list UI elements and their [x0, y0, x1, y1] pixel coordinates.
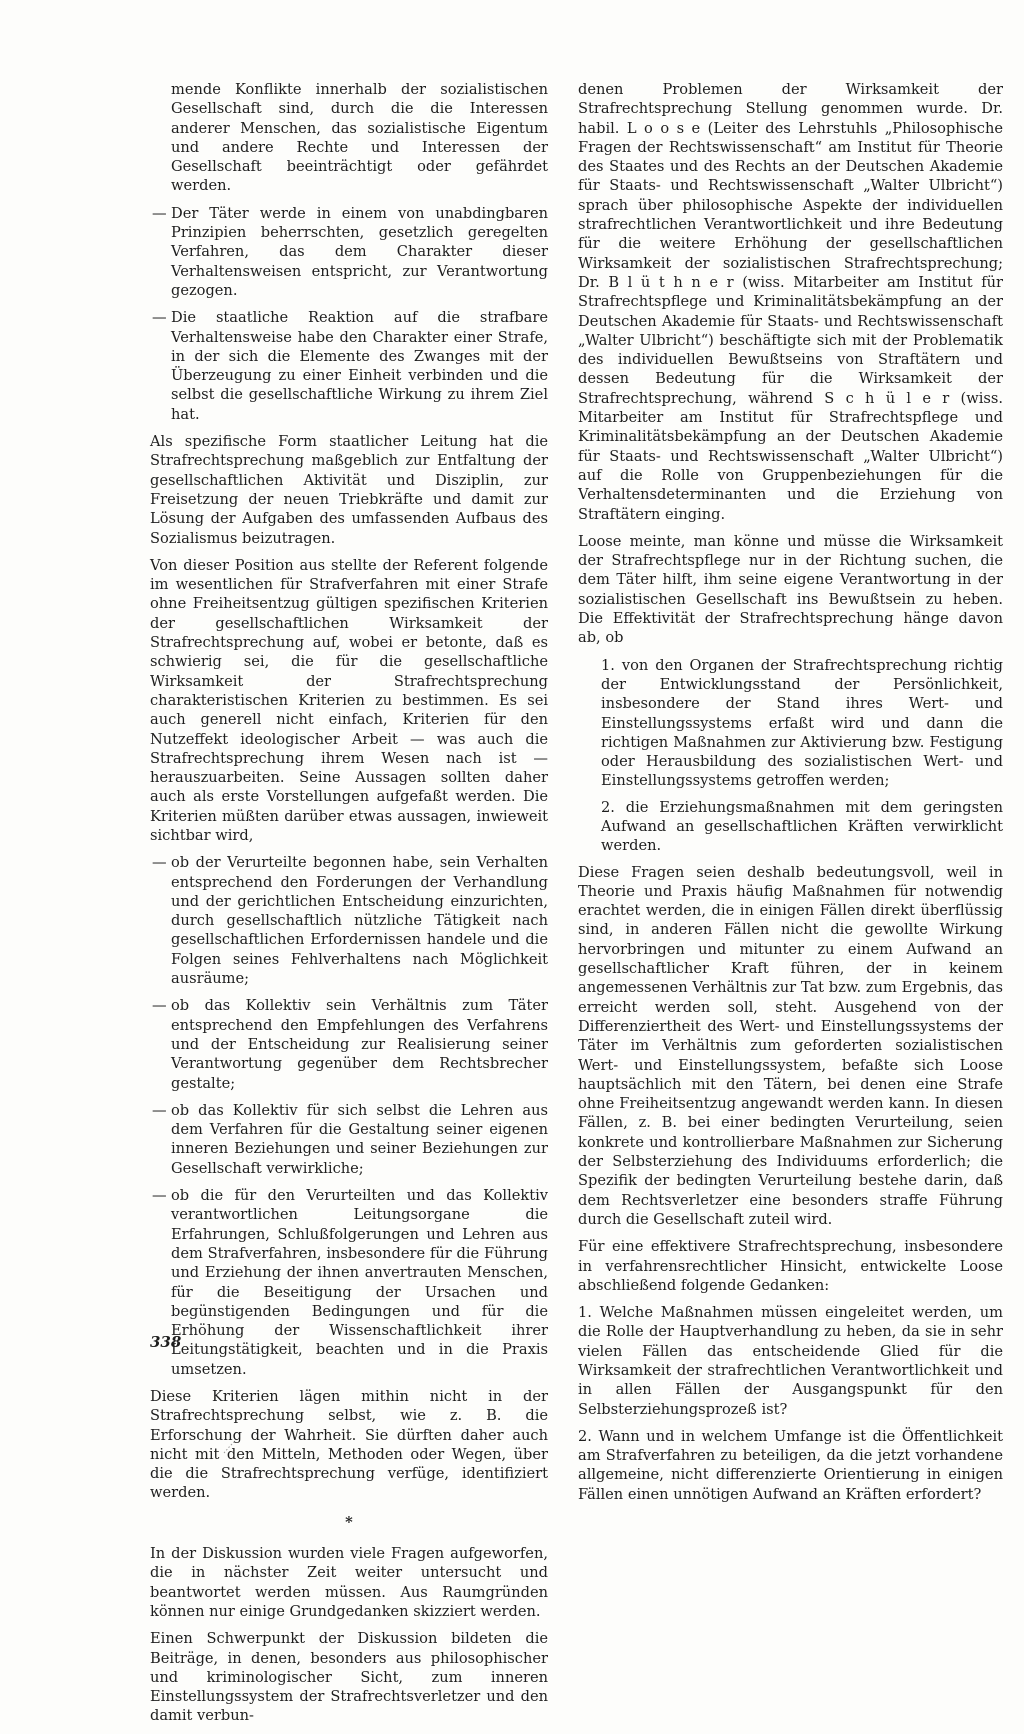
question-item: 2. Wann und in welchem Umfange ist die Öffentlichkeit am Strafverfahren zu beteiligen, da die jetzt vorhandene allgemeine, nicht differenzierte Orientierung in einigen Fällen einen unnötigen Aufwand an Kräften erfordert? — [578, 1427, 1003, 1503]
paragraph: Diese Kriterien lägen mithin nicht in der Strafrechtsprechung selbst, wie z. B. die Erforschung der Wahrheit. Sie dürften daher auch nicht mit den Mitteln, Methoden oder Wegen, über die die Strafrechtsprechung verfüge, identifiziert werden. — [150, 1388, 548, 1502]
list-item-text: ob der Verurteilte begonnen habe, sein Verhalten entsprechend den Forderungen der Verhandlung und der gerichtlichen Entscheidung einzurichten, durch gesellschaftlich nützliche Tätigkeit nach gesellschaftlichen Erfordernissen handele und die Folgen seines Fehlverhaltens nach Möglichkeit ausräume; — [171, 854, 548, 988]
paragraph: Von dieser Position aus stellte der Referent folgende im wesentlichen für Strafverfahren mit einer Strafe ohne Freiheitsentzug gültigen spezifischen Kriterien der gesellschaftlichen Wirksamkeit der Strafrechtsprechung auf, wobei er betonte, daß es schwierig sei, die für die gesellschaftliche Wirksamkeit der Strafrechtsprechung charakteristischen Kriterien zu bestimmen. Es sei auch generell nicht einfach, Kriterien für den Nutzeffekt ideologischer Arbeit — was auch die Strafrechtsprechung ihrem Wesen nach ist — herauszuarbeiten. Seine Aussagen sollten daher auch als erste Vorstellungen aufgefaßt werden. Die Kriterien müßten darüber etwas aussagen, inwieweit sichtbar wird, — [150, 556, 548, 844]
paragraph: Diese Fragen seien deshalb bedeutungsvoll, weil in Theorie und Praxis häufig Maßnahmen für notwendig erachtet werden, die in einigen Fällen direkt überflüssig sind, in anderen Fällen nicht die gewollte Wirkung hervorbringen und mitunter zu einem Aufwand an gesellschaftlicher Kraft führen, der in keinem angemessenen Verhältnis zur Tat bzw. zum Ergebnis, das erreicht werden soll, steht. Ausgehend von der Differenziertheit des Wert- und Einstellungssystems der Täter im Verhältnis zum geforderten sozialistischen Wert- und Einstellungssystem, befaßte sich Loose hauptsächlich mit den Tätern, bei denen eine Strafe ohne Freiheitsentzug angewandt werden kann. In diesen Fällen, z. B. bei einer bedingten Verurteilung, seien konkrete und kontrollierbare Maßnahmen zur Sicherung der Selbsterziehung des Individuums erforderlich; die Spezifik der bedingten Verurteilung bestehe darin, daß dem Rechtsverletzer eine besonders straffe Führung durch die Gesellschaft zuteil wird. — [578, 863, 1003, 1228]
list-item-text: ob das Kollektiv sein Verhältnis zum Täter entsprechend den Empfehlungen des Verfahrens und der Entscheidung zur Realisierung seiner Verantwortung gegenüber dem Rechtsbrecher gestalte; — [171, 997, 548, 1092]
list-item — [150, 1186, 548, 1379]
dash-bullet: — — [152, 1101, 167, 1119]
section-separator: * — [345, 1513, 353, 1531]
list-item-text: Der Täter werde in einem von unabdingbaren Prinzipien beherrschten, gesetzlich geregelten Verfahren, das dem Charakter dieser Verhaltensweisen entspricht, zur Verantwortung gezogen. — [171, 204, 548, 299]
numbered-item: 2. die Erziehungsmaßnahmen mit dem geringsten Aufwand an gesellschaftlichen Kräften verwirklicht werden. — [601, 798, 1003, 855]
left-column — [150, 80, 548, 1734]
question-item: 1. Welche Maßnahmen müssen eingeleitet werden, um die Rolle der Hauptverhandlung zu heben, da sie in sehr vielen Fällen das entscheidende Glied für die Wirksamkeit der strafrechtlichen Verantwortlichkeit und in allen Fällen der Ausgangspunkt für den Selbsterziehungsprozeß ist? — [578, 1304, 1003, 1418]
paragraph: In der Diskussion wurden viele Fragen aufgeworfen, die in nächster Zeit weiter untersucht und beantwortet werden müssen. Aus Raumgründen können nur einige Grundgedanken skizziert werden. — [150, 1545, 548, 1620]
right-column — [578, 80, 1003, 1512]
list-item-text: Die staatliche Reaktion auf die strafbare Verhaltensweise habe den Charakter einer Strafe, in der sich die Elemente des Zwanges mit der Überzeugung zu einer Einheit verbinden und die selbst die gesellschaftliche Wirkung zu ihrem Ziel hat. — [171, 309, 548, 423]
list-item-text: ob das Kollektiv für sich selbst die Lehren aus dem Verfahren für die Gestaltung seiner eigenen inneren Beziehungen und seiner Beziehungen zur Gesellschaft verwirkliche; — [171, 1101, 548, 1177]
paragraph: Als spezifische Form staatlicher Leitung hat die Strafrechtsprechung maßgeblich zur Entfaltung der gesellschaftlichen Aktivität und Disziplin, zur Freisetzung der neuen Triebkräfte und damit zur Lösung der Aufgaben des umfassenden Aufbaus des Sozialismus beizutragen. — [150, 433, 548, 547]
list-item — [150, 308, 548, 424]
dash-bullet: — — [152, 204, 167, 222]
list-item — [150, 853, 548, 988]
paragraph: mende Konflikte innerhalb der sozialistischen Gesellschaft sind, durch die die Interessen anderer Menschen, das sozialistische Eigentum und andere Rechte und Interessen der Gesellschaft beeinträchtigt oder gefährdet werden. — [171, 81, 548, 195]
paragraph: denen Problemen der Wirksamkeit der Strafrechtsprechung Stellung genommen wurde. Dr. habil. L o o s e (Leiter des Lehrstuhls „Philosophische Fragen der Rechtswissenschaft“ am Institut für Theorie des Staates und des Rechts an der Deutschen Akademie für Staats- und Rechtswissenschaft „Walter Ulbricht“) sprach über philosophische Aspekte der individuellen strafrechtlichen Verantwortlichkeit und ihre Bedeutung für die weitere Erhöhung der gesellschaftlichen Wirksamkeit der sozialistischen Strafrechtsprechung; Dr. B l ü t h n e r (wiss. Mitarbeiter am Institut für Strafrechtspflege und Kriminalitätsbekämpfung an der Deutschen Akademie für Staats- und Rechtswissenschaft „Walter Ulbricht“) beschäftigte sich mit der Problematik des individuellen Bewußtseins von Straftätern und dessen Bedeutung für die Wirksamkeit der Strafrechtsprechung, während S c h ü l e r (wiss. Mitarbeiter am Institut für Strafrechtspflege und Kriminalitätsbekämpfung an der Deutschen Akademie für Staats- und Rechtswissenschaft „Walter Ulbricht“) auf die Rolle von Gruppenbeziehungen für die Verhaltensdeterminanten und die Erziehung von Straftätern einging. — [578, 81, 1003, 523]
paragraph: Einen Schwerpunkt der Diskussion bildeten die Beiträge, in denen, besonders aus philosophischer und kriminologischer Sicht, zum inneren Einstellungssystem der Strafrechtsverletzer und den damit verbun- — [150, 1630, 548, 1725]
dash-bullet: — — [152, 854, 167, 872]
dash-bullet: — — [152, 309, 167, 327]
pen-mark-icon — [223, 1438, 237, 1454]
paragraph: Für eine effektivere Strafrechtsprechung, insbesondere in verfahrensrechtlicher Hinsicht, entwickelte Loose abschließend folgende Gedanken: — [578, 1238, 1003, 1294]
page-number: 338 — [150, 1333, 182, 1351]
list-item — [150, 996, 548, 1092]
list-item — [150, 204, 548, 300]
numbered-item: 1. von den Organen der Strafrechtsprechung richtig der Entwicklungsstand der Persönlichkeit, insbesondere der Stand ihres Wert- und Einstellungssystems erfaßt wird und dann die richtigen Maßnahmen zur Aktivierung bzw. Festigung oder Herausbildung des sozialistischen Wert- und Einstellungssystems getroffen werden; — [601, 656, 1003, 790]
dash-bullet: — — [152, 1187, 167, 1205]
list-item — [150, 1101, 548, 1178]
dash-bullet: — — [152, 997, 167, 1015]
list-item-text: ob die für den Verurteilten und das Kollektiv verantwortlichen Leitungsorgane die Erfahrungen, Schlußfolgerungen und Lehren aus dem Strafverfahren, insbesondere für die Führung und Erziehung der ihnen anvertrauten Menschen, für die Beseitigung der Ursachen und begünstigenden Bedingungen und für die Erhöhung der Wissenschaftlichkeit ihrer Leitungstätigkeit, beachten und in die Praxis umsetzen. — [171, 1187, 548, 1378]
paragraph: Loose meinte, man könne und müsse die Wirksamkeit der Strafrechtspflege nur in der Richtung suchen, die dem Täter hilft, ihm seine eigene Verantwortung in der sozialistischen Gesellschaft ins Bewußtsein zu heben. Die Effektivität der Strafrechtsprechung hänge davon ab, ob — [578, 532, 1003, 647]
